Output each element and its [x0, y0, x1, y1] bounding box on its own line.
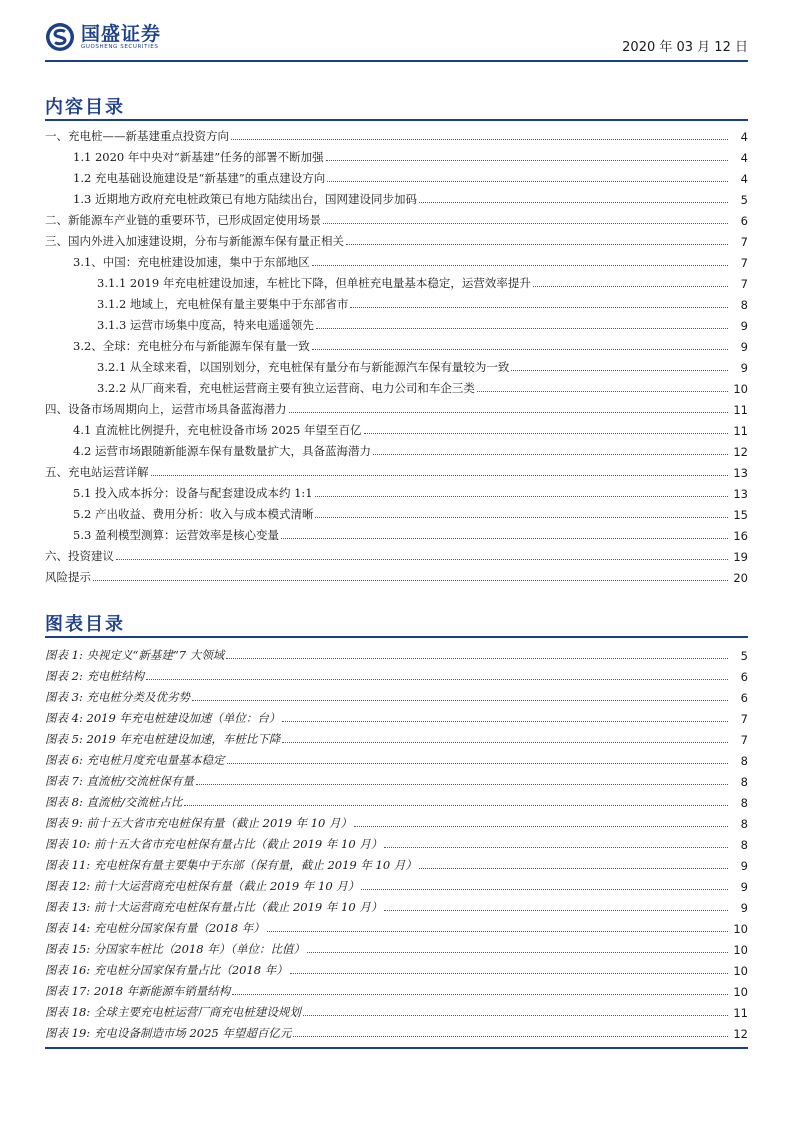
contents-entry[interactable] [45, 354, 748, 375]
dot-leader [192, 700, 728, 701]
contents-entry-page-number[interactable]: 13 [728, 466, 748, 480]
figure-entry-page-number[interactable]: 8 [728, 817, 748, 831]
contents-entry-page-number[interactable]: 11 [728, 403, 748, 417]
contents-entry-label[interactable]: 4.1 直流桩比例提升，充电桩设备市场 2025 年望至百亿 [73, 423, 362, 437]
figure-entry[interactable] [45, 705, 748, 726]
dot-leader [281, 538, 728, 539]
figure-entry-page-number[interactable]: 10 [728, 943, 748, 957]
figure-entry-label[interactable]: 图表 13: 前十大运营商充电桩保有量占比（截止 2019 年 10 月） [45, 900, 383, 914]
figure-entry[interactable] [45, 957, 748, 978]
dot-leader [384, 847, 728, 848]
contents-title-rule [45, 119, 748, 121]
contents-entry-label[interactable]: 六、投资建议 [45, 549, 114, 563]
dot-leader [303, 1015, 728, 1016]
dot-leader [419, 868, 728, 869]
figure-entry-label[interactable]: 图表 5: 2019 年充电桩建设加速，车桩比下降 [45, 732, 281, 746]
dot-leader [226, 658, 728, 659]
figure-entry[interactable] [45, 768, 748, 789]
contents-entry[interactable] [45, 228, 748, 249]
dot-leader [151, 475, 729, 476]
contents-entry[interactable] [45, 312, 748, 333]
figure-entry[interactable] [45, 747, 748, 768]
dot-leader [116, 559, 728, 560]
contents-entry[interactable] [45, 123, 748, 144]
figure-entry-label[interactable]: 图表 19: 充电设备制造市场 2025 年望超百亿元 [45, 1026, 292, 1040]
report-date: 2020 年 03 月 12 日 [622, 40, 748, 55]
contents-entry-label[interactable]: 1.1 2020 年中央对“新基建”任务的部署不断加强 [73, 150, 324, 164]
contents-list [45, 123, 748, 585]
contents-entry-page-number[interactable]: 4 [728, 172, 748, 186]
dot-leader [289, 412, 729, 413]
figure-entry[interactable] [45, 873, 748, 894]
header-rule [45, 60, 748, 62]
contents-entry-label[interactable]: 3.1.3 运营市场集中度高，特来电遥遥领先 [97, 318, 314, 332]
contents-entry[interactable] [45, 291, 748, 312]
footer-rule [45, 1047, 748, 1049]
contents-entry[interactable] [45, 417, 748, 438]
figures-title-rule [45, 636, 748, 638]
figure-entry[interactable] [45, 894, 748, 915]
dot-leader [196, 784, 728, 785]
dot-leader [327, 181, 728, 182]
dot-leader [346, 244, 728, 245]
dot-leader [361, 889, 728, 890]
contents-entry-page-number[interactable]: 12 [728, 445, 748, 459]
figure-entry-page-number[interactable]: 6 [728, 670, 748, 684]
figure-entry-label[interactable]: 图表 14: 充电桩分国家保有量（2018 年） [45, 921, 265, 935]
dot-leader [184, 805, 728, 806]
contents-entry-label[interactable]: 4.2 运营市场跟随新能源车保有量数量扩大，具备蓝海潜力 [73, 444, 371, 458]
figure-entry[interactable] [45, 915, 748, 936]
dot-leader [419, 202, 728, 203]
contents-entry-page-number[interactable]: 7 [728, 235, 748, 249]
figure-entry[interactable] [45, 978, 748, 999]
logo [45, 22, 161, 52]
figure-entry-label[interactable]: 图表 18: 全球主要充电桩运营厂商充电桩建设规划 [45, 1005, 301, 1019]
figure-entry-page-number[interactable]: 8 [728, 775, 748, 789]
contents-entry[interactable] [45, 144, 748, 165]
dot-leader [267, 931, 728, 932]
figure-entry-page-number[interactable]: 9 [728, 859, 748, 873]
figure-entry[interactable] [45, 789, 748, 810]
contents-entry-label[interactable]: 3.2.2 从厂商来看，充电桩运营商主要有独立运营商、电力公司和车企三类 [97, 381, 475, 395]
contents-entry[interactable] [45, 564, 748, 585]
figure-entry-label[interactable]: 图表 12: 前十大运营商充电桩保有量（截止 2019 年 10 月） [45, 879, 360, 893]
contents-entry[interactable] [45, 543, 748, 564]
contents-entry-page-number[interactable]: 4 [728, 151, 748, 165]
dot-leader [477, 391, 728, 392]
contents-entry-label[interactable]: 5.3 盈利模型测算：运营效率是核心变量 [73, 528, 279, 542]
contents-entry[interactable] [45, 165, 748, 186]
contents-entry-page-number[interactable]: 20 [728, 571, 748, 585]
figures-title: 图表目录 [45, 614, 125, 635]
figure-entry[interactable] [45, 999, 748, 1020]
contents-entry-label[interactable]: 二、新能源车产业链的重要环节，已形成固定使用场景 [45, 213, 321, 227]
contents-title: 内容目录 [45, 97, 125, 118]
contents-entry-label[interactable]: 一、充电桩——新基建重点投资方向 [45, 129, 229, 143]
contents-entry-label[interactable]: 四、设备市场周期向上，运营市场具备蓝海潜力 [45, 402, 287, 416]
figure-entry-page-number[interactable]: 5 [728, 649, 748, 663]
dot-leader [282, 742, 728, 743]
dot-leader [312, 265, 728, 266]
contents-entry-page-number[interactable]: 11 [728, 424, 748, 438]
dot-leader [227, 763, 728, 764]
figure-entry-label[interactable]: 图表 11: 充电桩保有量主要集中于东部（保有量，截止 2019 年 10 月） [45, 858, 417, 872]
guosheng-logo-icon [45, 22, 75, 52]
contents-entry-page-number[interactable]: 9 [728, 361, 748, 375]
dot-leader [146, 679, 728, 680]
contents-entry-label[interactable]: 3.1.2 地域上，充电桩保有量主要集中于东部省市 [97, 297, 349, 311]
figure-entry-label[interactable]: 图表 16: 充电桩分国家保有量占比（2018 年） [45, 963, 288, 977]
contents-entry-label[interactable]: 1.2 充电基础设施建设是“新基建”的重点建设方向 [73, 171, 326, 185]
page-header [45, 20, 748, 60]
contents-entry[interactable] [45, 207, 748, 228]
dot-leader [315, 496, 728, 497]
figure-entry-page-number[interactable]: 9 [728, 901, 748, 915]
figure-entry-page-number[interactable]: 8 [728, 796, 748, 810]
dot-leader [354, 826, 728, 827]
dot-leader [232, 994, 728, 995]
contents-entry-label[interactable]: 3.2、全球：充电桩分布与新能源车保有量一致 [73, 339, 310, 353]
dot-leader [323, 223, 728, 224]
dot-leader [307, 952, 728, 953]
contents-entry-label[interactable]: 五、充电站运营详解 [45, 465, 149, 479]
contents-entry-page-number[interactable]: 7 [728, 277, 748, 291]
figure-entry-label[interactable]: 图表 6: 充电桩月度充电量基本稳定 [45, 753, 225, 767]
figure-entry-label[interactable]: 图表 4: 2019 年充电桩建设加速（单位：台） [45, 711, 281, 725]
figure-entry-page-number[interactable]: 9 [728, 880, 748, 894]
contents-entry[interactable] [45, 186, 748, 207]
figure-entry-label[interactable]: 图表 8: 直流桩/交流桩占比 [45, 795, 183, 809]
dot-leader [93, 580, 728, 581]
contents-entry-label[interactable]: 1.3 近期地方政府充电桩政策已有地方陆续出台，国网建设同步加码 [73, 192, 417, 206]
contents-entry-page-number[interactable]: 6 [728, 214, 748, 228]
contents-entry-page-number[interactable]: 9 [728, 319, 748, 333]
figure-entry-page-number[interactable]: 10 [728, 922, 748, 936]
figure-entry-label[interactable]: 图表 9: 前十五大省市充电桩保有量（截止 2019 年 10 月） [45, 816, 353, 830]
contents-entry-page-number[interactable]: 13 [728, 487, 748, 501]
figure-entry-page-number[interactable]: 10 [728, 985, 748, 999]
contents-entry-page-number[interactable]: 15 [728, 508, 748, 522]
contents-entry[interactable] [45, 522, 748, 543]
figures-list [45, 642, 748, 1041]
figure-entry[interactable] [45, 810, 748, 831]
figure-entry-page-number[interactable]: 8 [728, 754, 748, 768]
contents-entry-label[interactable]: 3.2.1 从全球来看，以国别划分，充电桩保有量分布与新能源汽车保有量较为一致 [97, 360, 510, 374]
contents-entry[interactable] [45, 249, 748, 270]
contents-entry-page-number[interactable]: 5 [728, 193, 748, 207]
contents-entry-page-number[interactable]: 8 [728, 298, 748, 312]
dot-leader [326, 160, 728, 161]
figure-entry[interactable] [45, 663, 748, 684]
contents-entry[interactable] [45, 375, 748, 396]
dot-leader [293, 1036, 728, 1037]
dot-leader [312, 349, 728, 350]
logo-name: 国盛证券 [81, 22, 162, 45]
figure-entry-label[interactable]: 图表 10: 前十五大省市充电桩保有量占比（截止 2019 年 10 月） [45, 837, 383, 851]
contents-entry-page-number[interactable]: 7 [728, 256, 748, 270]
figure-entry-page-number[interactable]: 10 [728, 964, 748, 978]
figure-entry-page-number[interactable]: 6 [728, 691, 748, 705]
figure-entry[interactable] [45, 852, 748, 873]
contents-entry-label[interactable]: 3.1.1 2019 年充电桩建设加速，车桩比下降，但单桩充电量基本稳定，运营效率提升 [97, 276, 531, 290]
dot-leader [533, 286, 728, 287]
figure-entry-page-number[interactable]: 7 [728, 733, 748, 747]
figure-entry[interactable] [45, 726, 748, 747]
contents-entry-label[interactable]: 风险提示 [45, 570, 91, 584]
dot-leader [290, 973, 728, 974]
contents-entry[interactable] [45, 396, 748, 417]
logo-english-name: GUOSHENG SECURITIES [81, 43, 159, 50]
figure-entry-page-number[interactable]: 8 [728, 838, 748, 852]
figure-entry-label[interactable]: 图表 2: 充电桩结构 [45, 669, 145, 683]
dot-leader [384, 910, 728, 911]
figure-entry[interactable] [45, 936, 748, 957]
figure-entry-page-number[interactable]: 7 [728, 712, 748, 726]
figure-entry-page-number[interactable]: 12 [728, 1027, 748, 1041]
figure-entry-label[interactable]: 图表 7: 直流桩/交流桩保有量 [45, 774, 194, 788]
figure-entry[interactable] [45, 684, 748, 705]
contents-entry-label[interactable]: 三、国内外进入加速建设期，分布与新能源车保有量正相关 [45, 234, 344, 248]
contents-entry-page-number[interactable]: 10 [728, 382, 748, 396]
contents-entry[interactable] [45, 270, 748, 291]
contents-entry[interactable] [45, 438, 748, 459]
figure-entry[interactable] [45, 1020, 748, 1041]
dot-leader [364, 433, 728, 434]
figure-entry-label[interactable]: 图表 17: 2018 年新能源车销量结构 [45, 984, 231, 998]
contents-entry[interactable] [45, 480, 748, 501]
contents-entry-label[interactable]: 3.1、中国：充电桩建设加速，集中于东部地区 [73, 255, 310, 269]
figure-entry-label[interactable]: 图表 3: 充电桩分类及优劣势 [45, 690, 191, 704]
contents-entry-page-number[interactable]: 9 [728, 340, 748, 354]
dot-leader [282, 721, 728, 722]
contents-entry[interactable] [45, 501, 748, 522]
contents-entry-label[interactable]: 5.1 投入成本拆分：设备与配套建设成本约 1:1 [73, 486, 313, 500]
dot-leader [315, 517, 728, 518]
figure-entry[interactable] [45, 642, 748, 663]
contents-entry[interactable] [45, 333, 748, 354]
figure-entry[interactable] [45, 831, 748, 852]
contents-entry-label[interactable]: 5.2 产出收益、费用分析：收入与成本模式清晰 [73, 507, 314, 521]
figure-entry-page-number[interactable]: 11 [728, 1006, 748, 1020]
dot-leader [316, 328, 728, 329]
contents-entry-page-number[interactable]: 4 [728, 130, 748, 144]
figure-entry-label[interactable]: 图表 1: 央视定义“新基建”7 大领域 [45, 648, 225, 662]
dot-leader [511, 370, 728, 371]
contents-entry[interactable] [45, 459, 748, 480]
contents-entry-page-number[interactable]: 19 [728, 550, 748, 564]
dot-leader [231, 139, 728, 140]
figure-entry-label[interactable]: 图表 15: 分国家车桩比（2018 年）（单位：比值） [45, 942, 305, 956]
dot-leader [350, 307, 728, 308]
contents-entry-page-number[interactable]: 16 [728, 529, 748, 543]
dot-leader [373, 454, 728, 455]
